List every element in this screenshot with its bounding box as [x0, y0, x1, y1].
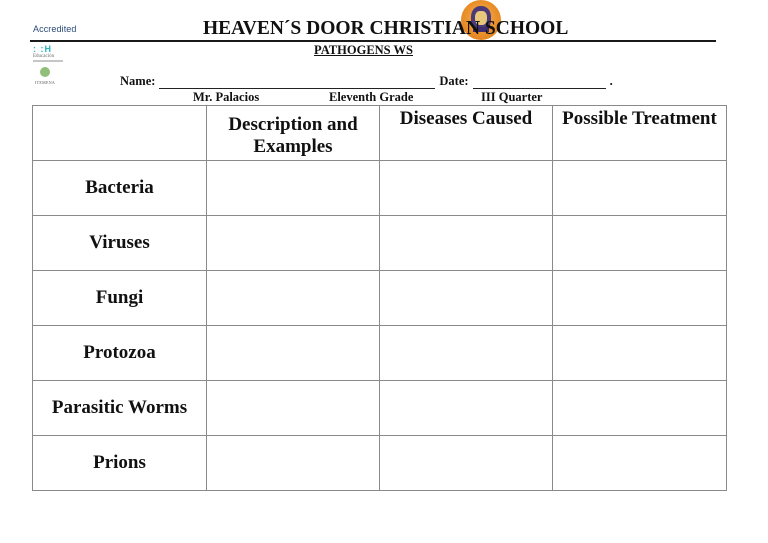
row-label-parasitic-worms: Parasitic Worms — [33, 381, 207, 436]
education-logo-subline — [33, 60, 63, 62]
name-field[interactable] — [159, 76, 435, 89]
treatment-cell[interactable] — [553, 326, 727, 381]
education-logo-mark: : :H — [33, 44, 52, 54]
diseases-cell[interactable] — [380, 436, 553, 491]
education-logo — [33, 45, 73, 65]
treatment-cell[interactable] — [553, 381, 727, 436]
description-cell[interactable] — [207, 381, 380, 436]
description-cell[interactable] — [207, 161, 380, 216]
treatment-cell[interactable] — [553, 216, 727, 271]
column-header-description: Description and Examples — [207, 106, 380, 161]
date-label: Date: — [439, 74, 469, 88]
diseases-cell[interactable] — [380, 326, 553, 381]
header-divider — [30, 40, 716, 42]
table-row — [33, 161, 727, 216]
table-row — [33, 216, 727, 271]
tree-logo-text: ITEMENA — [35, 80, 56, 85]
row-label-bacteria: Bacteria — [33, 161, 207, 216]
row-label-fungi: Fungi — [33, 271, 207, 326]
column-header-treatment: Possible Treatment — [553, 106, 727, 161]
tree-logo — [35, 67, 55, 89]
pathogens-table — [32, 105, 727, 491]
table-row — [33, 271, 727, 326]
table-row — [33, 381, 727, 436]
quarter-label: III Quarter — [481, 90, 543, 104]
diseases-cell[interactable] — [380, 161, 553, 216]
treatment-cell[interactable] — [553, 161, 727, 216]
column-header-blank — [33, 106, 207, 161]
treatment-cell[interactable] — [553, 271, 727, 326]
row-label-prions: Prions — [33, 436, 207, 491]
diseases-cell[interactable] — [380, 381, 553, 436]
name-label: Name: — [120, 74, 156, 88]
name-date-line — [120, 74, 613, 89]
education-logo-text: Educación — [33, 54, 55, 59]
diseases-cell[interactable] — [380, 271, 553, 326]
date-field[interactable] — [473, 76, 606, 89]
school-name: HEAVEN´S DOOR CHRISTIAN SCHOOL — [203, 18, 569, 39]
teacher-name: Mr. Palacios — [193, 90, 260, 104]
diseases-cell[interactable] — [380, 216, 553, 271]
row-label-protozoa: Protozoa — [33, 326, 207, 381]
worksheet-title: PATHOGENS WS — [314, 43, 413, 57]
grade-level: Eleventh Grade — [329, 90, 414, 104]
description-cell[interactable] — [207, 326, 380, 381]
table-header-row — [33, 106, 727, 161]
treatment-cell[interactable] — [553, 436, 727, 491]
description-cell[interactable] — [207, 436, 380, 491]
description-cell[interactable] — [207, 216, 380, 271]
column-header-diseases: Diseases Caused — [380, 106, 553, 161]
row-label-viruses: Viruses — [33, 216, 207, 271]
accredited-logo-text: Accredited — [33, 24, 77, 34]
description-cell[interactable] — [207, 271, 380, 326]
table-row — [33, 436, 727, 491]
tree-icon — [40, 67, 50, 77]
table-row — [33, 326, 727, 381]
date-suffix: . — [609, 74, 613, 88]
